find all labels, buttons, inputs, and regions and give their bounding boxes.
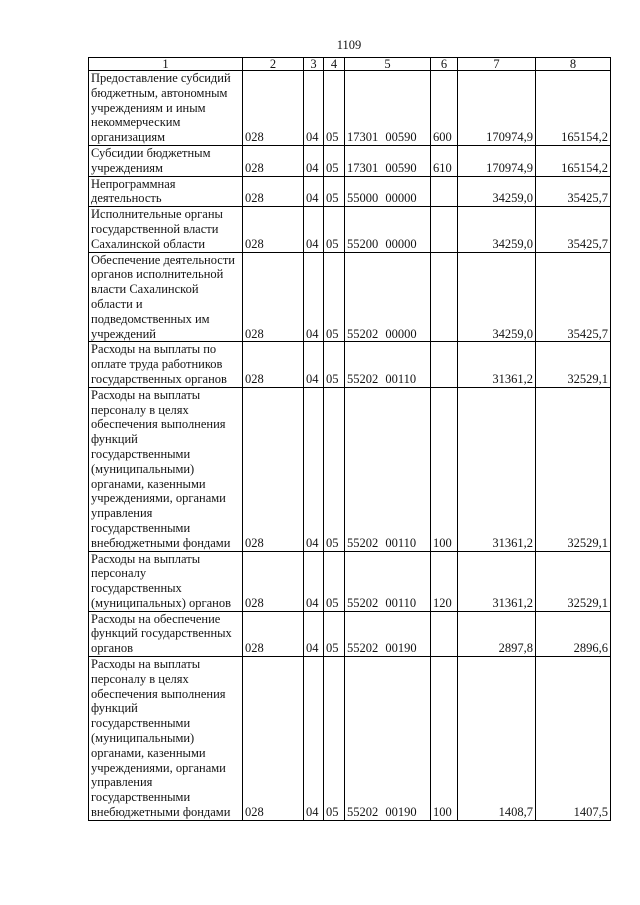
description-line: Расходы на выплаты по — [91, 342, 217, 357]
cell-col-4: 05 — [324, 657, 345, 821]
cell-col-3: 04 — [304, 611, 324, 656]
cell-col-4: 05 — [324, 145, 345, 176]
table-row — [89, 657, 611, 821]
row-description — [89, 387, 243, 551]
cell-col-4: 05 — [324, 551, 345, 611]
header-cell-7: 7 — [458, 58, 536, 71]
cell-col-8: 32529,1 — [536, 387, 611, 551]
cell-col-3: 04 — [304, 176, 324, 207]
description-line: государственными — [91, 790, 191, 805]
header-cell-3: 3 — [304, 58, 324, 71]
cell-col-4: 05 — [324, 71, 345, 146]
description-line: государственной власти — [91, 221, 219, 236]
description-line: функций — [91, 432, 138, 447]
row-description — [89, 145, 243, 176]
description-line: деятельность — [91, 191, 162, 206]
row-description — [89, 252, 243, 342]
description-line: органов — [91, 641, 134, 656]
description-line: Исполнительные органы — [91, 207, 223, 222]
cell-col-7: 34259,0 — [458, 252, 536, 342]
description-line: (муниципальными) — [91, 461, 195, 476]
description-line: государственных органов — [91, 371, 227, 386]
table-row — [89, 252, 611, 342]
cell-col-7: 31361,2 — [458, 551, 536, 611]
description-line: Субсидии бюджетным — [91, 145, 211, 160]
header-cell-8: 8 — [536, 58, 611, 71]
cell-col-8: 35425,7 — [536, 207, 611, 252]
table-row — [89, 611, 611, 656]
description-line: персоналу — [91, 566, 147, 581]
cell-col-8: 32529,1 — [536, 551, 611, 611]
cell-col-8: 2896,6 — [536, 611, 611, 656]
description-line: функций — [91, 701, 138, 716]
row-description — [89, 207, 243, 252]
cell-col-7: 34259,0 — [458, 176, 536, 207]
description-line: государственными — [91, 446, 191, 461]
cell-col-6 — [431, 611, 458, 656]
cell-col-6 — [431, 207, 458, 252]
description-line: Расходы на выплаты — [91, 387, 201, 402]
description-line: (муниципальных) органов — [91, 595, 232, 610]
cell-col-7: 170974,9 — [458, 71, 536, 146]
cell-col-3: 04 — [304, 145, 324, 176]
cell-col-3: 04 — [304, 551, 324, 611]
description-line: государственными — [91, 520, 191, 535]
header-cell-5: 5 — [345, 58, 431, 71]
cell-col-8: 1407,5 — [536, 657, 611, 821]
cell-col-2: 028 — [243, 176, 304, 207]
cell-col-2: 028 — [243, 252, 304, 342]
header-cell-1: 1 — [89, 58, 243, 71]
description-line: Расходы на выплаты — [91, 551, 201, 566]
cell-col-3: 04 — [304, 252, 324, 342]
table-header — [89, 58, 611, 71]
cell-col-2: 028 — [243, 657, 304, 821]
description-line: области и — [91, 296, 143, 311]
cell-col-4: 05 — [324, 176, 345, 207]
cell-col-7: 2897,8 — [458, 611, 536, 656]
description-line: учреждений — [91, 326, 156, 341]
cell-col-6: 610 — [431, 145, 458, 176]
cell-col-4: 05 — [324, 342, 345, 387]
description-line: (муниципальными) — [91, 731, 195, 746]
cell-col-3: 04 — [304, 657, 324, 821]
description-line: органами, казенными — [91, 745, 206, 760]
cell-col-5: 55202 00190 — [345, 657, 431, 821]
row-description — [89, 551, 243, 611]
cell-col-8: 35425,7 — [536, 176, 611, 207]
cell-col-8: 32529,1 — [536, 342, 611, 387]
row-description — [89, 342, 243, 387]
description-line: персоналу в целях — [91, 402, 189, 417]
description-line: государственными — [91, 716, 191, 731]
cell-col-8: 165154,2 — [536, 71, 611, 146]
description-line: организациям — [91, 130, 166, 145]
description-line: учреждениям и иным — [91, 100, 206, 115]
table-row — [89, 145, 611, 176]
description-line: функций государственных — [91, 626, 232, 641]
header-cell-6: 6 — [431, 58, 458, 71]
data-table — [88, 57, 611, 821]
description-line: учреждениями, органами — [91, 491, 226, 506]
cell-col-2: 028 — [243, 71, 304, 146]
cell-col-7: 170974,9 — [458, 145, 536, 176]
page-number: 1109 — [336, 38, 362, 52]
cell-col-5: 55202 00110 — [345, 342, 431, 387]
table-row — [89, 176, 611, 207]
header-row — [89, 58, 611, 71]
cell-col-4: 05 — [324, 611, 345, 656]
cell-col-6: 120 — [431, 551, 458, 611]
cell-col-7: 31361,2 — [458, 342, 536, 387]
description-line: Расходы на выплаты — [91, 657, 201, 672]
cell-col-3: 04 — [304, 71, 324, 146]
table-row — [89, 387, 611, 551]
cell-col-5: 55000 00000 — [345, 176, 431, 207]
header-cell-2: 2 — [243, 58, 304, 71]
cell-col-6 — [431, 176, 458, 207]
description-line: подведомственных им — [91, 311, 210, 326]
cell-col-2: 028 — [243, 551, 304, 611]
cell-col-2: 028 — [243, 145, 304, 176]
description-line: Предоставление субсидий — [91, 71, 231, 85]
cell-col-4: 05 — [324, 207, 345, 252]
cell-col-7: 1408,7 — [458, 657, 536, 821]
cell-col-3: 04 — [304, 342, 324, 387]
table-row — [89, 551, 611, 611]
cell-col-6: 600 — [431, 71, 458, 146]
cell-col-5: 55202 00110 — [345, 387, 431, 551]
cell-col-5: 17301 00590 — [345, 71, 431, 146]
cell-col-5: 55200 00000 — [345, 207, 431, 252]
table-row — [89, 207, 611, 252]
cell-col-5: 55202 00000 — [345, 252, 431, 342]
cell-col-2: 028 — [243, 207, 304, 252]
cell-col-5: 17301 00590 — [345, 145, 431, 176]
cell-col-2: 028 — [243, 342, 304, 387]
cell-col-2: 028 — [243, 387, 304, 551]
cell-col-5: 55202 00190 — [345, 611, 431, 656]
table-row — [89, 71, 611, 146]
cell-col-6: 100 — [431, 387, 458, 551]
table-row — [89, 342, 611, 387]
cell-col-3: 04 — [304, 207, 324, 252]
cell-col-6 — [431, 342, 458, 387]
cell-col-7: 34259,0 — [458, 207, 536, 252]
description-line: внебюджетными фондами — [91, 805, 231, 820]
cell-col-7: 31361,2 — [458, 387, 536, 551]
cell-col-2: 028 — [243, 611, 304, 656]
description-line: бюджетным, автономным — [91, 85, 228, 100]
description-line: оплате труда работников — [91, 357, 223, 372]
description-line: Расходы на обеспечение — [91, 611, 221, 626]
cell-col-8: 35425,7 — [536, 252, 611, 342]
description-line: управления — [91, 506, 153, 521]
cell-col-4: 05 — [324, 252, 345, 342]
row-description — [89, 71, 243, 146]
row-description — [89, 176, 243, 207]
description-line: Непрограммная — [91, 176, 176, 191]
description-line: Обеспечение деятельности — [91, 252, 236, 267]
description-line: персоналу в целях — [91, 671, 189, 686]
cell-col-4: 05 — [324, 387, 345, 551]
description-line: обеспечения выполнения — [91, 686, 226, 701]
cell-col-8: 165154,2 — [536, 145, 611, 176]
description-line: органов исполнительной — [91, 267, 224, 282]
description-line: власти Сахалинской — [91, 282, 199, 297]
table-body — [89, 71, 611, 821]
row-description — [89, 611, 243, 656]
description-line: некоммерческим — [91, 115, 181, 130]
description-line: Сахалинской области — [91, 236, 206, 251]
cell-col-6 — [431, 252, 458, 342]
cell-col-5: 55202 00110 — [345, 551, 431, 611]
cell-col-6: 100 — [431, 657, 458, 821]
description-line: обеспечения выполнения — [91, 417, 226, 432]
cell-col-3: 04 — [304, 387, 324, 551]
row-description — [89, 657, 243, 821]
description-line: органами, казенными — [91, 476, 206, 491]
description-line: внебюджетными фондами — [91, 535, 231, 550]
header-cell-4: 4 — [324, 58, 345, 71]
description-line: государственных — [91, 581, 182, 596]
description-line: учреждениям — [91, 160, 163, 175]
description-line: управления — [91, 775, 153, 790]
description-line: учреждениями, органами — [91, 760, 226, 775]
